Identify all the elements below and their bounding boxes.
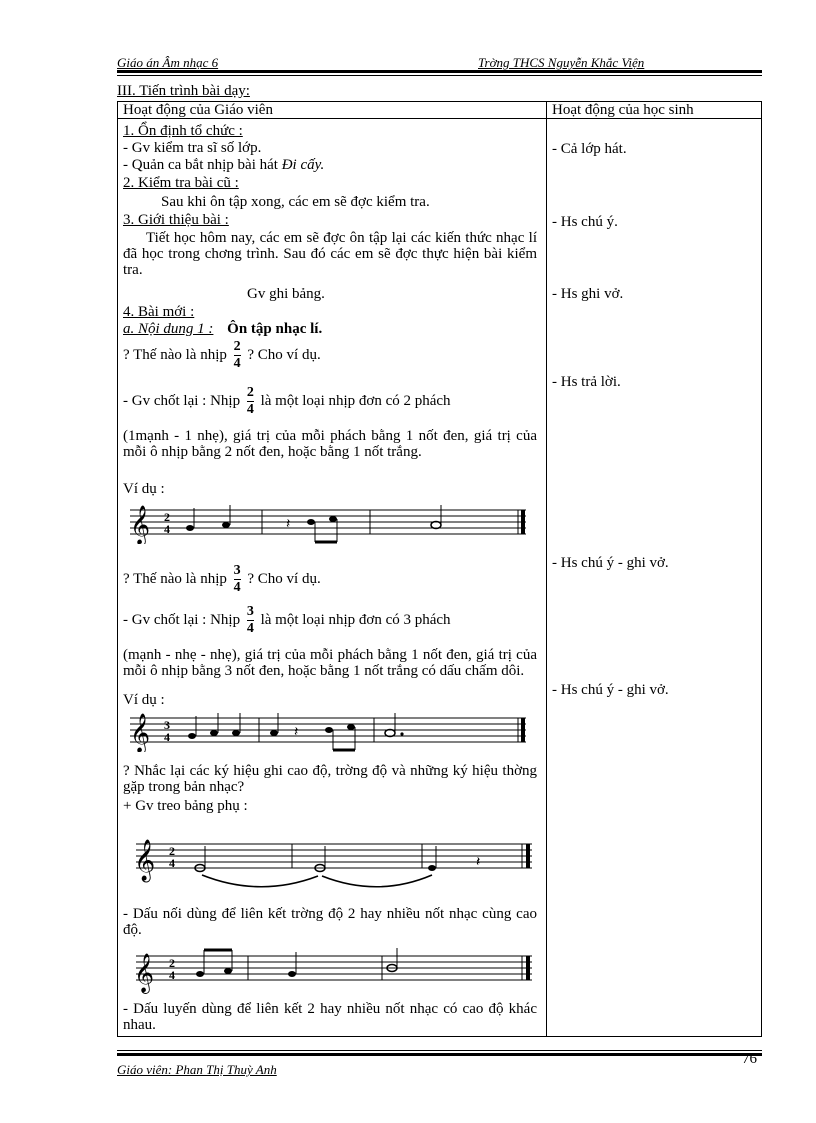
content-label: a. Nội dung 1 : xyxy=(123,321,214,337)
header-left: Giáo án Âm nhạc 6 xyxy=(117,55,219,70)
header-rule-thin xyxy=(117,75,762,76)
question-3: ? Nhắc lại các ký hiệu ghi cao độ, trờng độ và những ký hiệu thờng gặp trong bản nhạc? xyxy=(123,763,537,795)
answer-1-post: là một loại nhịp đơn có 2 phách xyxy=(260,392,451,409)
teacher-paragraph-3: (mạnh - nhẹ - nhẹ), giá trị của mỗi phách bằng 1 nốt đen, giá trị của mỗi ô nhịp bằng 3 nốt đen, hoặc bằng 1 nốt trắng có dấu chấm dôi. xyxy=(123,647,537,679)
music-staff-ties xyxy=(132,828,538,894)
music-staff-example-2 xyxy=(126,706,536,752)
answer-1-pre: - Gv chốt lại : Nhịp xyxy=(123,392,241,409)
question-1-post: ? Cho ví dụ. xyxy=(247,346,321,363)
page-number: 76 xyxy=(742,1051,757,1067)
student-line-5: - Hs chú ý - ghi vở. xyxy=(552,555,669,571)
time-sig-den: 4 xyxy=(169,968,175,982)
time-sig-den: 4 xyxy=(164,730,170,744)
song-title: Đi cấy. xyxy=(281,157,325,173)
frac-num: 2 xyxy=(246,385,254,400)
teacher-line-1: - Gv kiểm tra sĩ số lớp. xyxy=(123,140,262,156)
heading-3: 3. Giới thiệu bài : xyxy=(123,212,229,228)
treble-clef-icon: 𝄞 xyxy=(134,953,155,993)
question-2 xyxy=(123,564,321,595)
teacher-line-3: Sau khi ôn tập xong, các em sẽ đợc kiểm tra. xyxy=(161,194,430,210)
time-sig-den: 4 xyxy=(164,522,170,536)
time-signature-2-4 xyxy=(247,386,254,417)
heading-2: 2. Kiểm tra bài cũ : xyxy=(123,175,239,191)
col-header-student: Hoạt động của học sinh xyxy=(552,102,694,118)
student-line-2: - Hs chú ý. xyxy=(552,214,618,230)
treble-clef-icon: 𝄞 xyxy=(130,505,151,544)
frac-den: 4 xyxy=(233,580,241,595)
time-sig-num: 2 xyxy=(169,844,175,858)
teacher-paragraph-1: Tiết học hôm nay, các em sẽ đợc ôn tập lại các kiến thức nhạc lí đã học trong chơng trình. Sau đó các em sẽ đợc thực hiện bài kiểm tra. xyxy=(123,230,537,278)
footer-rule-thin xyxy=(117,1050,762,1051)
content-heading xyxy=(123,321,322,337)
answer-1 xyxy=(123,386,451,417)
heading-4: 4. Bài mới : xyxy=(123,304,195,320)
teacher-line-2-text: - Quản ca bắt nhịp bài hát xyxy=(123,157,282,173)
question-2-pre: ? Thế nào là nhịp xyxy=(123,570,227,587)
frac-den: 4 xyxy=(246,621,254,636)
content-title: Ôn tập nhạc lí. xyxy=(227,321,323,337)
frac-num: 3 xyxy=(233,563,241,578)
svg-text:𝄽: 𝄽 xyxy=(476,854,481,870)
teacher-line-2 xyxy=(123,157,324,173)
time-sig-num: 2 xyxy=(164,510,170,524)
time-signature-3-4 xyxy=(234,564,241,595)
student-line-3: - Hs ghi vở. xyxy=(552,286,624,302)
heading-1: 1. Ổn định tổ chức : xyxy=(123,123,243,139)
example-label-2: Ví dụ : xyxy=(123,692,165,708)
teacher-paragraph-4: - Dấu nối dùng để liên kết trờng độ 2 hay nhiều nốt nhạc cùng cao độ. xyxy=(123,906,537,938)
answer-2-post: là một loại nhịp đơn có 3 phách xyxy=(260,611,451,628)
student-line-4: - Hs trả lời. xyxy=(552,374,621,390)
frac-den: 4 xyxy=(246,402,254,417)
teacher-line-5: + Gv treo bảng phụ : xyxy=(123,798,248,814)
frac-den: 4 xyxy=(233,356,241,371)
time-signature-3-4 xyxy=(247,605,254,636)
treble-clef-icon: 𝄞 xyxy=(130,713,151,752)
header-right: Trờng THCS Nguyễn Khắc Viện xyxy=(478,55,645,70)
svg-text:𝄽: 𝄽 xyxy=(294,724,299,740)
teacher-paragraph-2: (1mạnh - 1 nhẹ), giá trị của mỗi phách bằng 1 nốt đen, giá trị của mỗi ô nhịp bằng 2 nốt đen, hoặc bằng 1 nốt trắng. xyxy=(123,428,537,460)
student-line-6: - Hs chú ý - ghi vở. xyxy=(552,682,669,698)
answer-2 xyxy=(123,605,451,636)
frac-num: 3 xyxy=(246,604,254,619)
svg-text:𝄽: 𝄽 xyxy=(286,516,291,532)
col-header-teacher: Hoạt động của Giáo viên xyxy=(123,102,273,118)
footer-rule xyxy=(117,1053,762,1056)
time-sig-num: 2 xyxy=(169,956,175,970)
footer-teacher: Giáo viên: Phan Thị Thuỳ Anh xyxy=(117,1062,277,1077)
frac-num: 2 xyxy=(233,339,241,354)
music-staff-slur xyxy=(132,944,538,994)
time-sig-num: 3 xyxy=(164,718,170,732)
section-title: III. Tiến trình bài dạy: xyxy=(117,83,250,99)
example-label-1: Ví dụ : xyxy=(123,481,165,497)
time-signature-2-4 xyxy=(234,340,241,371)
header-rule xyxy=(117,70,762,73)
music-staff-example-1 xyxy=(126,498,536,544)
question-2-post: ? Cho ví dụ. xyxy=(247,570,321,587)
answer-2-pre: - Gv chốt lại : Nhịp xyxy=(123,611,241,628)
student-line-1: - Cả lớp hát. xyxy=(552,141,627,157)
teacher-paragraph-5: - Dấu luyến dùng để liên kết 2 hay nhiều nốt nhạc có cao độ khác nhau. xyxy=(123,1001,537,1033)
treble-clef-icon: 𝄞 xyxy=(134,840,156,881)
column-divider xyxy=(546,101,547,1037)
time-sig-den: 4 xyxy=(169,856,175,870)
question-1-pre: ? Thế nào là nhịp xyxy=(123,346,227,363)
teacher-line-4: Gv ghi bảng. xyxy=(247,286,325,302)
question-1 xyxy=(123,340,321,371)
